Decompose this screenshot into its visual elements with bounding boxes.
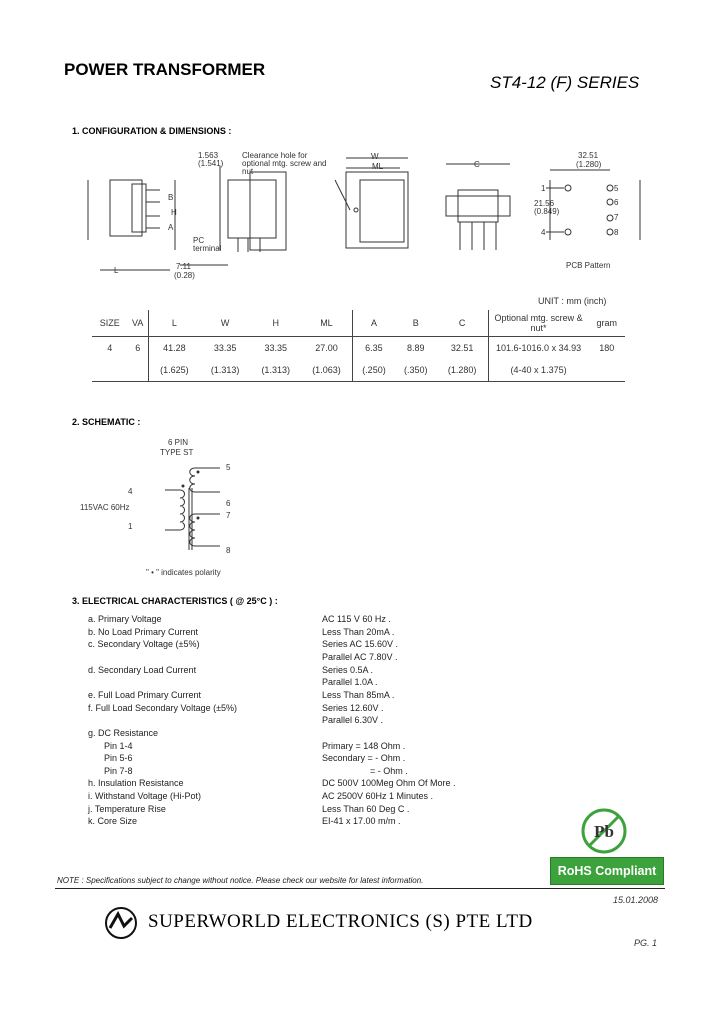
l-label: L	[114, 266, 119, 275]
cell: 41.28	[163, 343, 186, 353]
end-view-core	[446, 196, 510, 216]
pcb-pin6: 6	[614, 198, 619, 207]
pcb-pattern-label: PCB Pattern	[566, 261, 611, 270]
b-label: B	[168, 193, 174, 202]
col-size: SIZE	[92, 310, 127, 337]
cell: (1.313)	[200, 359, 251, 382]
cell	[92, 359, 127, 382]
secondary-coil-top	[190, 468, 220, 492]
cell	[589, 359, 625, 382]
characteristic-value: Secondary = - Ohm .	[322, 753, 406, 764]
series-name: ST4-12 (F) SERIES	[490, 73, 640, 92]
characteristic-value: EI-41 x 17.00 m/m .	[322, 816, 401, 827]
cell: (1.625)	[148, 359, 199, 382]
characteristic-value: Less Than 60 Deg C .	[322, 803, 410, 814]
schematic-type-line2: TYPE ST	[160, 448, 194, 457]
characteristic-value: Parallel 1.0A .	[322, 677, 378, 688]
characteristic-value: AC 2500V 60Hz 1 Minutes .	[322, 791, 434, 802]
characteristic-value: AC 115 V 60 Hz .	[322, 614, 391, 624]
clearance-note: Clearance hole for optional mtg. screw and nut	[242, 151, 327, 176]
polarity-dot	[197, 517, 200, 520]
characteristic-value: DC 500V 100Meg Ohm Of More .	[322, 778, 456, 789]
front-view-core	[228, 180, 276, 238]
cell: (1.063)	[301, 359, 352, 382]
section2-heading: 2. SCHEMATIC :	[72, 417, 141, 427]
top-view-core	[346, 172, 408, 248]
polarity-dot	[197, 471, 200, 474]
cell: 32.51	[437, 337, 488, 360]
cell: 6.35	[365, 343, 383, 353]
characteristic-label: h. Insulation Resistance	[88, 778, 184, 789]
characteristic-label: b. No Load Primary Current	[88, 626, 199, 637]
characteristic-label: a. Primary Voltage	[88, 614, 162, 624]
schematic-pin5: 5	[226, 463, 231, 472]
characteristic-value: Less Than 20mA .	[322, 626, 395, 637]
characteristic-value: = - Ohm .	[370, 765, 408, 776]
characteristic-value: Series 12.60V .	[322, 702, 384, 713]
col-h: H	[250, 310, 301, 337]
schematic-pin4: 4	[128, 487, 133, 496]
dim-1280-label: (1.280)	[576, 160, 602, 169]
characteristic-value: Series 0.5A .	[322, 664, 374, 675]
table-header-row	[92, 310, 625, 337]
dim-1563-label: 1.563 (1.541)	[198, 151, 224, 168]
characteristic-label: Pin 5-6	[104, 753, 133, 764]
pcb-pin7: 7	[614, 213, 619, 222]
cell: 8.89	[407, 343, 425, 353]
cell: (.250)	[352, 359, 395, 382]
schematic-pin8: 8	[226, 546, 231, 555]
characteristic-label: i. Withstand Voltage (Hi-Pot)	[88, 791, 202, 802]
footer-note: NOTE : Specifications subject to change without notice. Please check our website for latest information.	[57, 876, 424, 885]
schematic-pin1: 1	[128, 522, 133, 531]
section3-heading: 3. ELECTRICAL CHARACTERISTICS ( @ 25°C ) :	[72, 596, 278, 606]
characteristic-value: Parallel 6.30V .	[322, 715, 384, 726]
primary-voltage-label: 115VAC 60Hz	[80, 503, 130, 512]
pb-free-icon	[580, 807, 628, 855]
schematic-pin6: 6	[226, 499, 231, 508]
company-logo-icon	[104, 906, 138, 940]
polarity-dot	[182, 485, 185, 488]
cell: (1.313)	[250, 359, 301, 382]
characteristic-label: f. Full Load Secondary Voltage (±5%)	[88, 702, 238, 713]
characteristic-label: e. Full Load Primary Current	[88, 689, 202, 700]
pc-terminal-label: PC terminal	[193, 236, 222, 253]
side-view-core	[110, 180, 142, 236]
col-mtg: Optional mtg. screw & nut*	[488, 310, 589, 337]
dim-3251-label: 32.51	[578, 151, 599, 160]
document-date: 15.01.2008	[613, 895, 659, 905]
cell: 101.6-1016.0 x 34.93	[496, 343, 582, 353]
table-row	[92, 359, 625, 382]
dim-028-label: (0.28)	[174, 271, 195, 280]
schematic-type-line1: 6 PIN	[168, 438, 189, 447]
cell: (.350)	[395, 359, 437, 382]
polarity-note: " • " indicates polarity	[146, 568, 221, 577]
col-l: L	[148, 310, 199, 337]
pcb-pin8: 8	[614, 228, 619, 237]
rohs-compliant-badge: RoHS Compliant	[550, 857, 664, 885]
unit-label: UNIT : mm (inch)	[538, 296, 607, 306]
w-label: W	[371, 152, 379, 161]
secondary-coil-bottom	[190, 514, 220, 546]
characteristic-value: Less Than 85mA .	[322, 689, 395, 700]
characteristic-label: j. Temperature Rise	[88, 803, 166, 814]
c-label: C	[474, 160, 480, 169]
document-title: POWER TRANSFORMER	[64, 60, 266, 79]
cell: (1.280)	[437, 359, 488, 382]
characteristic-label: k. Core Size	[88, 816, 138, 827]
pcb-pin4: 4	[541, 228, 546, 237]
characteristic-label: g. DC Resistance	[88, 727, 159, 738]
cell: (4-40 x 1.375)	[488, 359, 589, 382]
col-va: VA	[127, 310, 148, 337]
characteristic-label: c. Secondary Voltage (±5%)	[88, 639, 200, 650]
cell: 4	[107, 343, 113, 353]
characteristic-label: Pin 7-8	[104, 765, 133, 776]
dim-2156-label: 21.56 (0.849)	[534, 199, 560, 216]
dim-711-label: 7.11	[176, 262, 191, 271]
table-row	[92, 337, 625, 360]
col-a: A	[352, 310, 395, 337]
cell: 180	[599, 343, 615, 353]
h-label: H	[171, 208, 177, 217]
section1-heading: 1. CONFIGURATION & DIMENSIONS :	[72, 126, 232, 136]
characteristic-label: Pin 1-4	[104, 740, 133, 751]
cell: 6	[127, 337, 148, 360]
company-name: SUPERWORLD ELECTRONICS (S) PTE LTD	[148, 911, 533, 932]
pcb-pin5: 5	[614, 184, 619, 193]
col-c: C	[437, 310, 488, 337]
a-label: A	[168, 223, 174, 232]
footer-divider	[55, 888, 665, 889]
pb-text: Pb	[594, 822, 614, 841]
characteristic-label: d. Secondary Load Current	[88, 664, 197, 675]
cell: 33.35	[213, 343, 237, 353]
col-gram: gram	[589, 310, 625, 337]
col-ml: ML	[301, 310, 352, 337]
characteristic-value: Parallel AC 7.80V .	[322, 651, 398, 662]
pcb-pin1: 1	[541, 184, 546, 193]
cell	[127, 359, 148, 382]
primary-coil	[165, 490, 185, 530]
characteristic-value: Primary = 148 Ohm .	[322, 740, 406, 751]
dimensions-table	[92, 310, 625, 382]
ml-label: ML	[372, 162, 384, 171]
cell: 33.35	[264, 343, 287, 353]
cell: 27.00	[301, 337, 352, 360]
characteristic-value: Series AC 15.60V .	[322, 639, 399, 650]
col-w: W	[200, 310, 251, 337]
page-number: PG. 1	[634, 938, 658, 948]
col-b: B	[395, 310, 437, 337]
schematic-pin7: 7	[226, 511, 231, 520]
